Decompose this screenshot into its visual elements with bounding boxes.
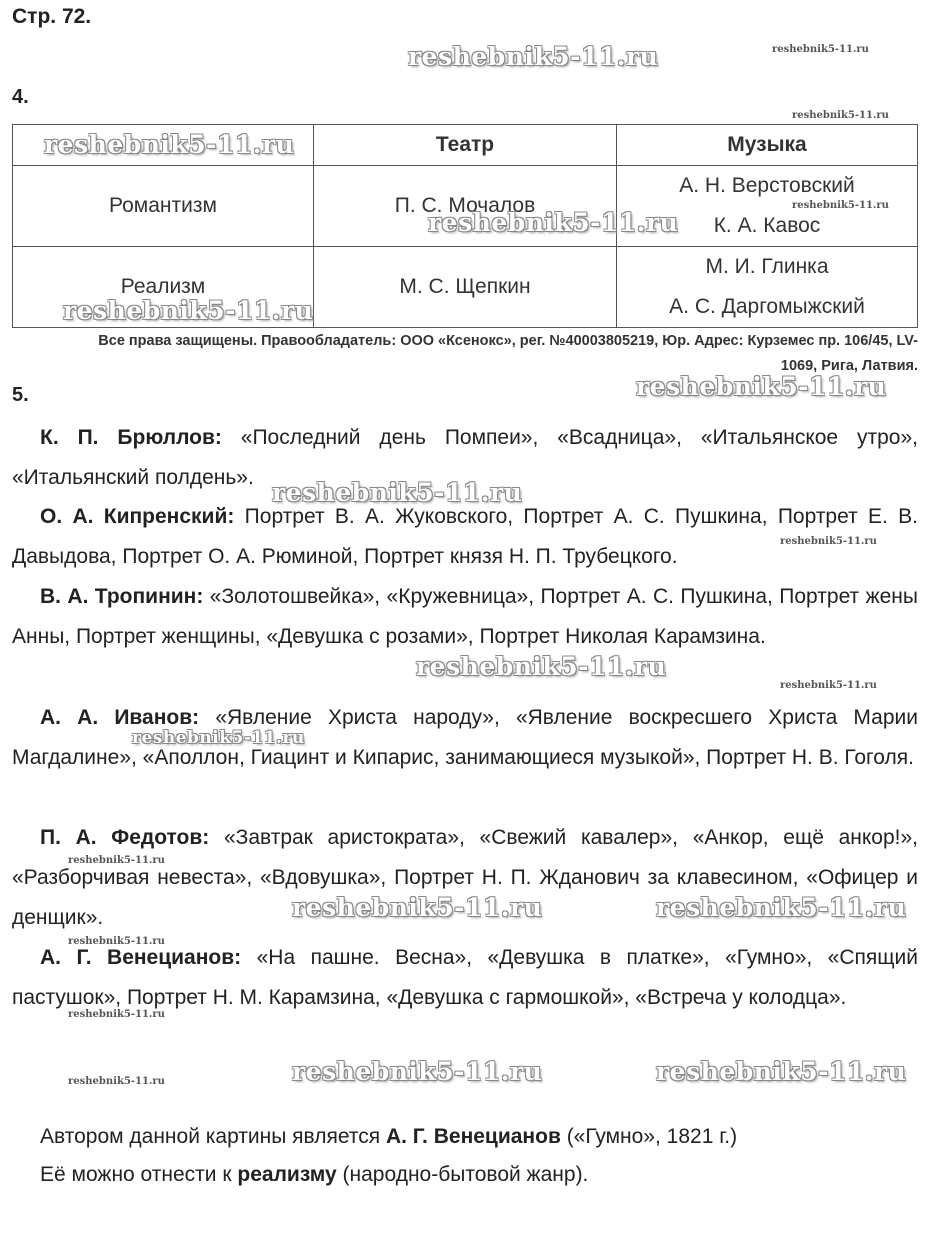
watermark: reshebnik5-11.ru — [428, 208, 679, 237]
music-name: М. И. Глинка — [705, 255, 829, 278]
artist-name: К. П. Брюллов: — [40, 426, 222, 449]
watermark: reshebnik5-11.ru — [63, 296, 314, 325]
conclusion-text: Автором данной картины является — [40, 1125, 386, 1148]
watermark: reshebnik5-11.ru — [292, 893, 543, 922]
watermark: reshebnik5-11.ru — [132, 728, 305, 748]
table-header-row — [13, 125, 918, 166]
artist-works: Портрет В. А. Жуковского, Портрет А. С. Пушкина, Портрет Е. В. Давыдова, Портрет О. А. Рюминой, Портрет князя Н. П. Трубецкого. — [12, 505, 918, 568]
task5-number: 5. — [12, 384, 29, 406]
watermark: reshebnik5-11.ru — [636, 372, 887, 401]
watermark: reshebnik5-11.ru — [68, 1076, 165, 1087]
table-row — [13, 247, 918, 328]
conclusion-line-2 — [40, 1157, 588, 1193]
header-cell-theatre: Театр — [314, 125, 617, 166]
music-name: А. С. Даргомыжский — [669, 295, 865, 318]
watermark: reshebnik5-11.ru — [656, 1057, 907, 1086]
conclusion-text: Её можно отнести к — [40, 1163, 238, 1186]
artist-paragraph — [12, 577, 918, 657]
artist-works: «Золотошвейка», «Кружевница», Портрет А. С. Пушкина, Портрет жены Анны, Портрет женщины, «Девушка с розами», Портрет Николая Карамзина. — [12, 585, 918, 648]
music-name: А. Н. Верстовский — [679, 174, 855, 197]
artist-paragraph — [12, 938, 918, 1018]
cell-music — [617, 166, 918, 247]
copyright-notice — [12, 329, 918, 379]
cell-style: Романтизм — [13, 166, 314, 247]
artist-paragraph — [12, 497, 918, 577]
watermark: reshebnik5-11.ru — [292, 1057, 543, 1086]
watermark: reshebnik5-11.ru — [68, 1009, 165, 1020]
artist-works: «Завтрак аристократа», «Свежий кавалер», «Анкор, ещё анкор!», «Разборчивая невеста», «Вдовушка», Портрет Н. П. Жданович за клавесином, «Офицер и денщик». — [12, 826, 919, 929]
watermark: reshebnik5-11.ru — [792, 110, 889, 121]
copyright-line: 1069, Рига, Латвия. — [780, 358, 918, 374]
watermark: reshebnik5-11.ru — [656, 893, 907, 922]
artist-name: О. А. Кипренский: — [40, 505, 235, 528]
conclusion-line-1 — [40, 1119, 737, 1155]
artist-name: П. А. Федотов: — [40, 826, 210, 849]
header-cell-style — [13, 125, 314, 166]
artist-works: «Явление Христа народу», «Явление воскресшего Христа Марии Магдалине», «Аполлон, Гиацинт и Кипарис, занимающиеся музыкой», Портрет Н. В. Гоголя. — [12, 706, 918, 769]
cell-style: Реализм — [13, 247, 314, 328]
watermark: reshebnik5-11.ru — [780, 536, 877, 547]
artist-name: В. А. Тропинин: — [40, 585, 204, 608]
watermark: reshebnik5-11.ru — [780, 680, 877, 691]
watermark: reshebnik5-11.ru — [416, 652, 667, 681]
watermark: reshebnik5-11.ru — [408, 42, 659, 71]
page-title: Стр. 72. — [12, 5, 92, 28]
cell-theatre: П. С. Мочалов — [314, 166, 617, 247]
artist-paragraph — [12, 818, 918, 938]
artist-name: А. А. Иванов: — [40, 706, 200, 729]
watermark: reshebnik5-11.ru — [272, 478, 523, 507]
watermark: reshebnik5-11.ru — [792, 200, 889, 211]
cell-music — [617, 247, 918, 328]
watermark: reshebnik5-11.ru — [772, 44, 869, 55]
watermark: reshebnik5-11.ru — [68, 855, 165, 866]
artist-name: А. Г. Венецианов: — [40, 946, 242, 969]
artist-paragraph — [12, 698, 918, 778]
conclusion-text: (народно-бытовой жанр). — [336, 1163, 589, 1186]
conclusion-text: («Гумно», 1821 г.) — [560, 1125, 738, 1148]
header-cell-music: Музыка — [617, 125, 918, 166]
music-name: К. А. Кавос — [713, 214, 821, 237]
conclusion-author: А. Г. Венецианов — [385, 1125, 561, 1148]
table-row — [13, 166, 918, 247]
answer-table — [12, 124, 918, 328]
conclusion-style: реализму — [237, 1163, 337, 1186]
cell-theatre: М. С. Щепкин — [314, 247, 617, 328]
task4-number: 4. — [12, 86, 29, 108]
artist-works: «На пашне. Весна», «Девушка в платке», «Гумно», «Спящий пастушок», Портрет Н. М. Карамзина, «Девушка с гармошкой», «Встреча у колодца». — [12, 946, 918, 1009]
copyright-line: Все права защищены. Правообладатель: ООО «Ксенокс», рег. №40003805219, Юр. Адрес: Курземес пр. 106/45, LV- — [98, 333, 918, 349]
watermark: reshebnik5-11.ru — [68, 936, 165, 947]
artist-works: «Последний день Помпеи», «Всадница», «Итальянское утро», «Итальянский полдень». — [12, 426, 918, 489]
watermark: reshebnik5-11.ru — [44, 130, 295, 159]
artist-paragraph — [12, 418, 918, 498]
